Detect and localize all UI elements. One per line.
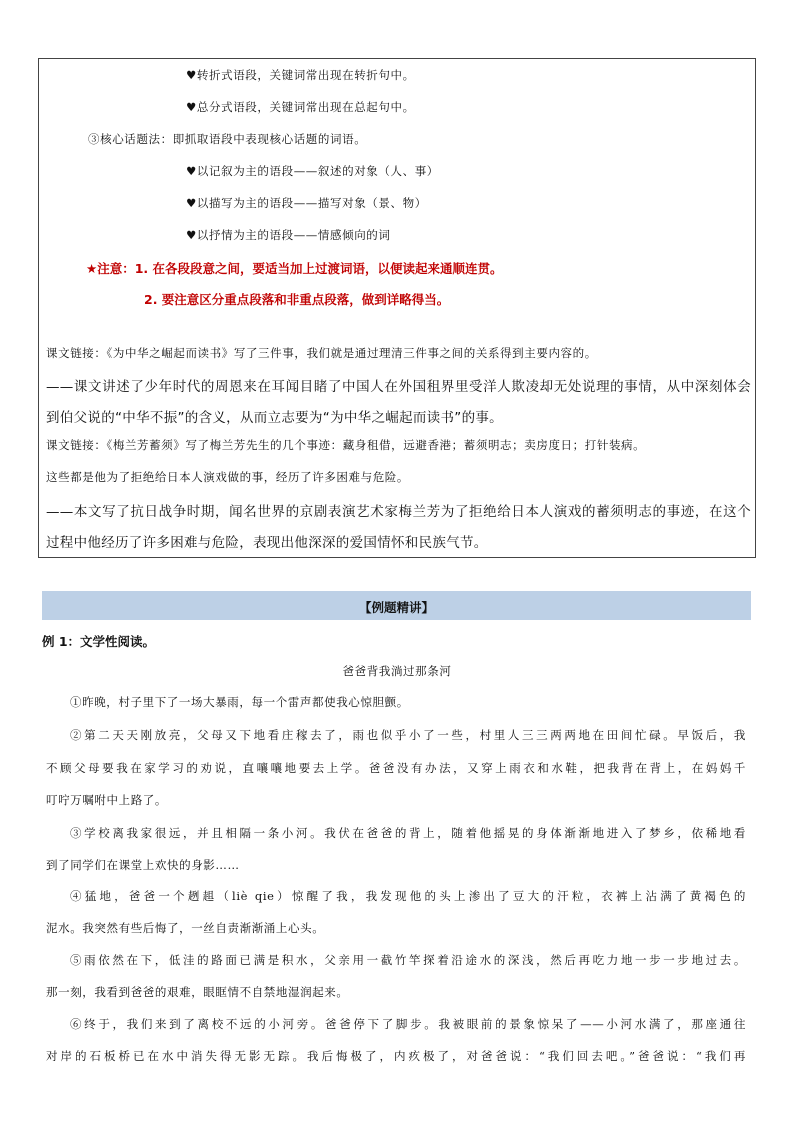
paragraph-3-line-2: 到了同学们在课堂上欢快的身影…… xyxy=(46,858,240,872)
method-item-descriptive: ♥以描写为主的语段——描写对象（景、物） xyxy=(186,196,427,210)
section-banner-title: 【例题精讲】 xyxy=(358,600,434,615)
note-line-1: ★注意：1. 在各段段意之间，要适当加上过渡词语，以便读起来通顺连贯。 xyxy=(86,261,503,276)
paragraph-5-line-1: ⑤雨依然在下，低洼的路面已满是积水，父亲用一截竹竿探着沿途水的深浅，然后再吃力地一步一步地过去。 xyxy=(70,953,746,967)
text-link-1: 课文链接：《为中华之崛起而读书》写了三件事，我们就是通过理清三件事之间的关系得到主要内容的。 xyxy=(46,346,597,360)
article-title: 爸爸背我淌过那条河 xyxy=(342,664,452,678)
text-link-1-summary-b: 到伯父说的“中华不振”的含义，从而立志要为“为中华之崛起而读书”的事。 xyxy=(46,410,503,426)
paragraph-5-line-2: 那一刻，我看到爸爸的艰难，眼眶情不自禁地湿润起来。 xyxy=(46,985,349,999)
text-link-2-b: 这些都是他为了拒绝给日本人演戏做的事，经历了许多困难与危险。 xyxy=(46,470,409,484)
paragraph-1: ①昨晚，村子里下了一场大暴雨，每一个雷声都使我心惊胆颤。 xyxy=(70,695,409,709)
note-line-2: 2. 要注意区分重点段落和非重点段落，做到详略得当。 xyxy=(144,292,450,307)
method-item-transition: ♥转折式语段，关键词常出现在转折句中。 xyxy=(186,68,415,82)
text-link-2: 课文链接：《梅兰芳蓄须》写了梅兰芳先生的几个事迹：藏身租借，远避香港；蓄须明志；卖房度日；打针装病。 xyxy=(46,438,646,452)
method-item-lyrical: ♥以抒情为主的语段——情感倾向的词 xyxy=(186,228,391,242)
example-label: 例 1：文学性阅读。 xyxy=(42,634,156,649)
text-link-2-summary-b: 过程中他经历了许多困难与危险，表现出他深深的爱国情怀和民族气节。 xyxy=(46,535,488,551)
paragraph-2-line-2: 不顾父母要我在家学习的劝说，直嚷嚷地要去上学。爸爸没有办法，又穿上雨衣和水鞋，把我背在背上，在妈妈千 xyxy=(46,761,746,775)
paragraph-2-line-1: ②第二天天刚放亮，父母又下地看庄稼去了，雨也似乎小了一些，村里人三三两两地在田间忙碌。早饭后，我 xyxy=(70,728,746,742)
paragraph-4-line-1: ④猛地，爸爸一个趔趄（liè qie）惊醒了我，我发现他的头上渗出了豆大的汗粒，衣裤上沾满了黄褐色的 xyxy=(70,889,746,903)
paragraph-6-line-1: ⑥终于，我们来到了离校不远的小河旁。爸爸停下了脚步。我被眼前的景象惊呆了——小河水满了，那座通往 xyxy=(70,1017,746,1031)
text-link-2-summary-a: ——本文写了抗日战争时期，闻名世界的京剧表演艺术家梅兰芳为了拒绝给日本人演戏的蓄须明志的事迹，在这个 xyxy=(46,504,751,520)
method-item-general: ♥总分式语段，关键词常出现在总起句中。 xyxy=(186,100,415,114)
paragraph-2-line-3: 叮咛万嘱咐中上路了。 xyxy=(46,793,167,807)
text-link-1-summary-a: ——课文讲述了少年时代的周恩来在耳闻目睹了中国人在外国租界里受洋人欺凌却无处说理的事情，从中深刻体会 xyxy=(46,379,751,395)
paragraph-4-line-2: 泥水。我突然有些后悔了，一丝自责渐渐涌上心头。 xyxy=(46,921,325,935)
method-core-topic: ③核心话题法：即抓取语段中表现核心话题的词语。 xyxy=(88,132,367,146)
paragraph-3-line-1: ③学校离我家很远，并且相隔一条小河。我伏在爸爸的背上，随着他摇晃的身体渐渐地进入了梦乡，依稀地看 xyxy=(70,826,746,840)
paragraph-6-line-2: 对岸的石板桥已在水中消失得无影无踪。我后悔极了，内疚极了，对爸爸说：“我们回去吧。”爸爸说：“我们再 xyxy=(46,1049,746,1063)
method-item-narrative: ♥以记叙为主的语段——叙述的对象（人、事） xyxy=(186,164,439,178)
section-banner xyxy=(42,591,751,620)
